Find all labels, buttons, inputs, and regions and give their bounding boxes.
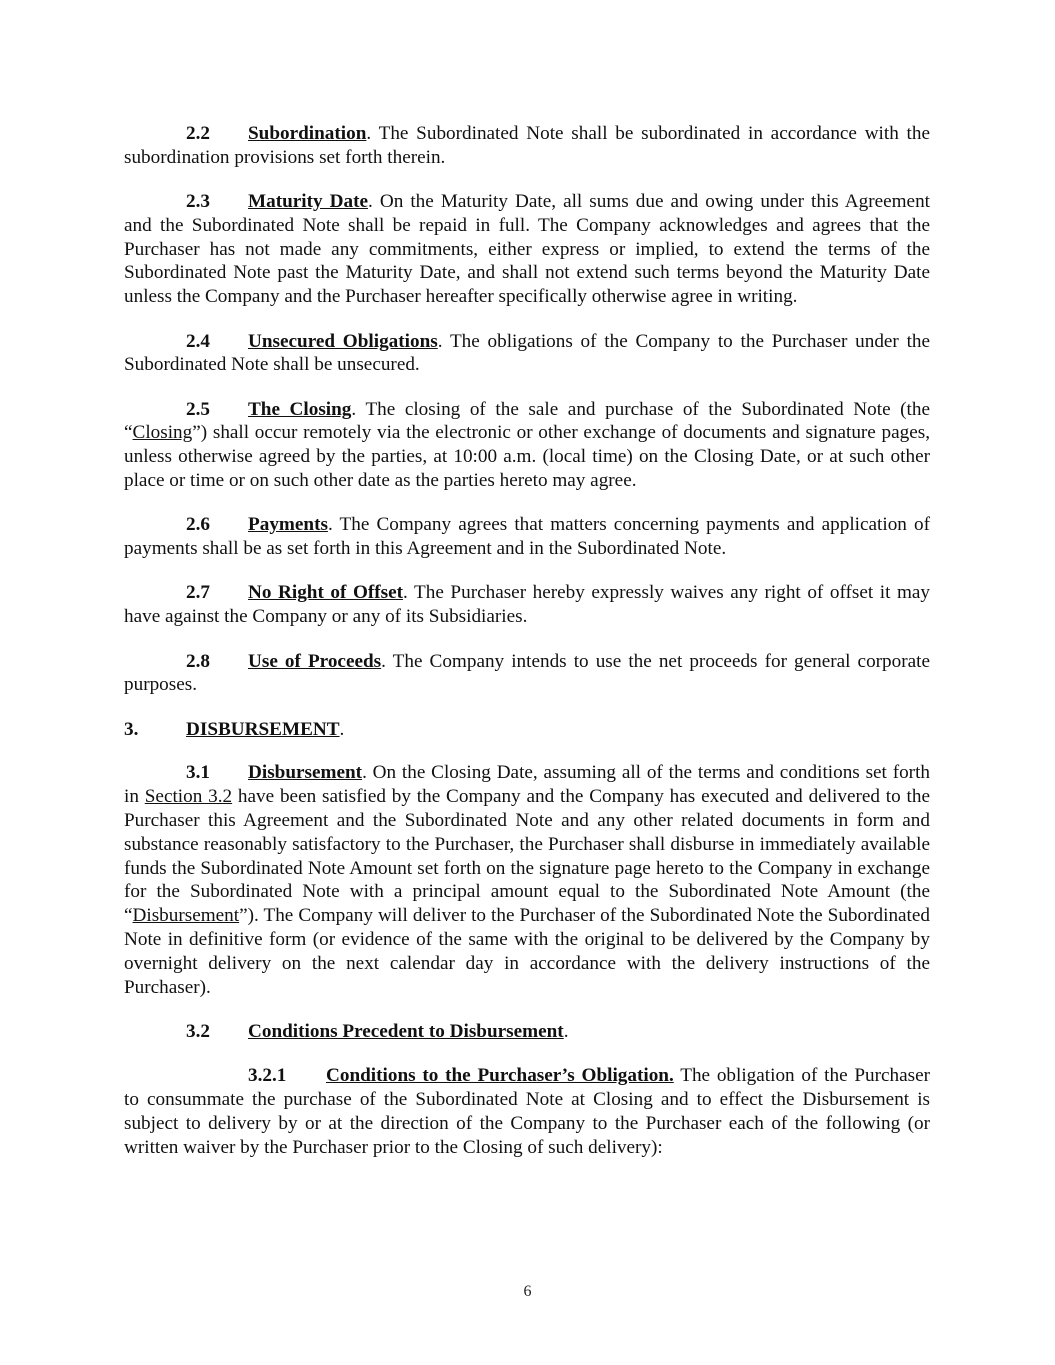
- section-title: Maturity Date: [248, 191, 368, 213]
- section-number: 2.6: [186, 514, 210, 536]
- section-2-8: 2.8 Use of Proceeds. The Company intends to use the net proceeds for general corporate purposes.: [124, 650, 930, 696]
- section-title: Payments: [248, 514, 328, 536]
- section-title: Disbursement: [248, 762, 363, 784]
- section-2-2: 2.2 Subordination. The Subordinated Note shall be subordinated in accordance with the subordination provisions set forth therein.: [124, 123, 930, 168]
- section-2-3: 2.3 Maturity Date. On the Maturity Date, all sums due and owing under this Agreement and the Subordinated Note shall be repaid in full. The Company acknowledges and agrees that the Purchaser has not made any commitments, either express or implied, to extend the terms of the Subordinated Note past the Maturity Date, and shall not extend such terms beyond the Maturity Date unless the Company and the Purchaser hereafter specifically otherwise agree in writing.: [124, 191, 930, 308]
- article-number: 3.: [124, 718, 139, 740]
- section-number: 2.3: [186, 191, 210, 213]
- section-title: Conditions Precedent to Disbursement: [248, 1020, 564, 1042]
- section-number: 3.2: [186, 1020, 210, 1042]
- section-2-4: 2.4 Unsecured Obligations. The obligations of the Company to the Purchaser under the Subordinated Note shall be unsecured.: [124, 330, 931, 376]
- section-body: The Subordinated Note shall be subordinated in accordance with the subordination provisions set forth therein.: [124, 123, 930, 168]
- section-title: The Closing: [248, 398, 352, 420]
- article-3-heading: 3. DISBURSEMENT.: [124, 718, 345, 740]
- section-2-5: 2.5 The Closing. The closing of the sale and purchase of the Subordinated Note (the “Closing”) shall occur remotely via the electronic or other exchange of documents and signature pages, unless otherwise agreed by the parties, at 10:00 a.m. (local time) on the Closing Date, or at such other place or time or on such other date as the parties hereto may agree.: [124, 398, 930, 492]
- section-title: No Right of Offset: [248, 582, 404, 604]
- section-number: 3.1: [186, 762, 210, 784]
- section-number: 2.4: [186, 330, 210, 352]
- section-body: The Company intends to use the net proceeds for general corporate purposes.: [124, 650, 930, 696]
- section-title: Subordination: [248, 123, 367, 144]
- section-body: The obligations of the Company to the Purchaser under the Subordinated Note shall be unsecured.: [124, 330, 931, 376]
- defined-term-disbursement: Disbursement: [132, 905, 240, 927]
- section-body: The closing of the sale and purchase of the Subordinated Note (the “: [124, 398, 930, 444]
- article-title: DISBURSEMENT: [186, 718, 340, 740]
- section-body: On the Maturity Date, all sums due and owing under this Agreement and the Subordinated Note shall be repaid in full. The Company acknowledges and agrees that the Purchaser has not made any commitments, either express or implied, to extend the terms of the Subordinated Note past the Maturity Date, and shall not extend such terms beyond the Maturity Date unless the Company and the Purchaser hereafter specifically otherwise agree in writing.: [124, 191, 930, 308]
- section-title: Unsecured Obligations: [248, 330, 438, 352]
- section-number: 2.2: [186, 123, 210, 144]
- section-3-2: 3.2 Conditions Precedent to Disbursement.: [186, 1020, 569, 1042]
- section-body: On the Closing Date, assuming all of the terms and conditions set forth in: [124, 762, 930, 808]
- document-page: [124, 122, 930, 1180]
- section-3-1: 3.1 Disbursement. On the Closing Date, assuming all of the terms and conditions set forth in Section 3.2 have been satisfied by the Company and the Company has executed and delivered to the Purchaser this Agreement and the Subordinated Note and any other related documents in form and substance reasonably satisfactory to the Purchaser, the Purchaser shall disburse in immediately available funds the Subordinated Note Amount set forth on the signature page hereto to the Company in exchange for the Subordinated Note with a principal amount equal to the Subordinated Note Amount (the “Disbursement”). The Company will deliver to the Purchaser of the Subordinated Note the Subordinated Note in definitive form (or evidence of the same with the original to be delivered by the Company by overnight delivery on the next calendar day in accordance with the delivery instructions of the Purchaser).: [124, 762, 930, 998]
- section-number: 2.5: [186, 398, 210, 420]
- section-number: 2.8: [186, 650, 210, 672]
- defined-term-closing: Closing: [132, 422, 193, 444]
- section-3-2-1: [124, 1064, 930, 1159]
- section-2-7: 2.7 No Right of Offset. The Purchaser hereby expressly waives any right of offset it may have against the Company or any of its Subsidiaries.: [124, 582, 931, 628]
- section-2-6: 2.6 Payments. The Company agrees that matters concerning payments and application of payments shall be as set forth in this Agreement and in the Subordinated Note.: [124, 514, 930, 560]
- section-number: 2.7: [186, 582, 210, 604]
- section-number: 3.2.1: [248, 1065, 287, 1087]
- section-body: The Company agrees that matters concerning payments and application of payments shall be as set forth in this Agreement and in the Subordinated Note.: [124, 514, 930, 560]
- section-title: Conditions to the Purchaser’s Obligation.: [326, 1065, 674, 1087]
- section-title: Use of Proceeds: [248, 650, 382, 672]
- cross-reference-section-3-2[interactable]: Section 3.2: [144, 786, 233, 808]
- section-body: The Purchaser hereby expressly waives any right of offset it may have against the Company or any of its Subsidiaries.: [124, 582, 931, 628]
- page-number: 6: [523, 1283, 532, 1300]
- section-body: The obligation of the Purchaser to consummate the purchase of the Subordinated Note at Closing and to effect the Disbursement is subject to delivery by or at the direction of the Company to the Purchaser each of the following (or written waiver by the Purchaser prior to the Closing of such delivery):: [124, 1065, 931, 1158]
